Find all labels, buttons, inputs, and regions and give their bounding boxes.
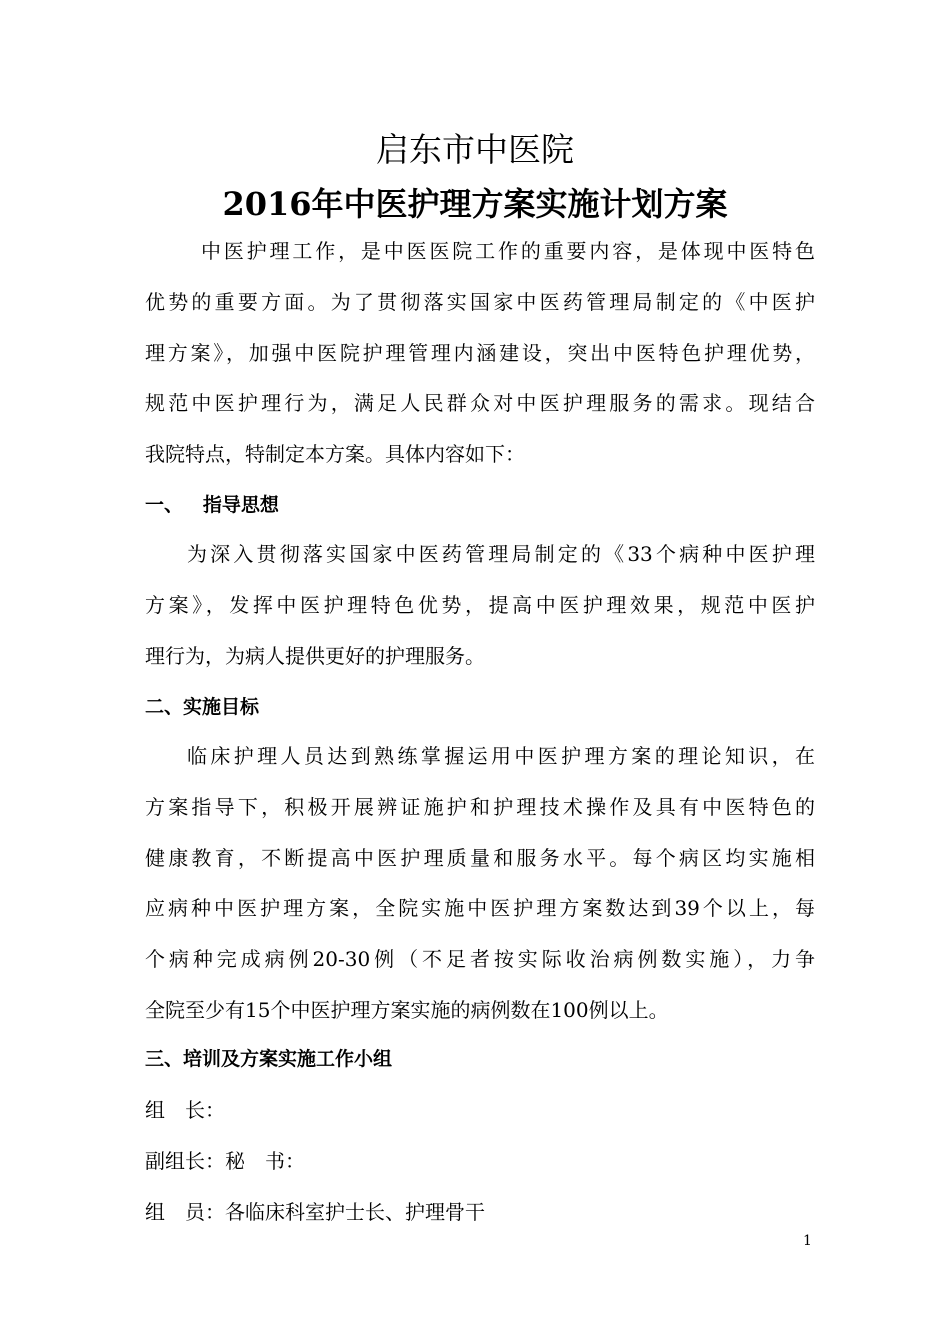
section2-line: 临床护理人员达到熟练掌握运用中医护理方案的理论知识，在 [187,744,815,768]
intro-line: 理方案》，加强中医院护理管理内涵建设，突出中医特色护理优势， [145,341,815,365]
section-heading: 一、 指导思想 [145,494,279,516]
page-number: 1 [803,1233,812,1249]
team-leader-line: 组 长： [145,1098,225,1122]
section2-line: 全院至少有15个中医护理方案实施的病例数在100例以上。 [145,998,669,1022]
section2-line: 应病种中医护理方案，全院实施中医护理方案数达到39个以上，每 [145,896,815,920]
section2-line: 方案指导下，积极开展辨证施护和护理技术操作及具有中医特色的 [145,795,815,819]
team-deputy-line: 副组长：秘 书： [145,1149,305,1173]
title-plan: 2016年中医护理方案实施计划方案 [222,185,728,223]
intro-line: 中医护理工作，是中医医院工作的重要内容，是体现中医特色 [201,239,815,263]
team-members-line: 组 员：各临床科室护士长、护理骨干 [145,1200,485,1224]
intro-line: 规范中医护理行为，满足人民群众对中医护理服务的需求。现结合 [145,391,815,415]
title-hospital: 启东市中医院 [376,130,574,169]
intro-line: 优势的重要方面。为了贯彻落实国家中医药管理局制定的《中医护 [145,290,815,314]
section2-line: 健康教育，不断提高中医护理质量和服务水平。每个病区均实施相 [145,846,815,870]
section-heading: 二、实施目标 [145,696,260,718]
section1-line: 理行为，为病人提供更好的护理服务。 [145,644,485,668]
section-heading: 三、培训及方案实施工作小组 [145,1048,393,1070]
section1-line: 方案》，发挥中医护理特色优势，提高中医护理效果，规范中医护 [145,593,815,617]
section1-line: 为深入贯彻落实国家中医药管理局制定的《33个病种中医护理 [187,542,815,566]
intro-line: 我院特点，特制定本方案。具体内容如下： [145,442,525,466]
section2-line: 个病种完成病例20-30例（不足者按实际收治病例数实施），力争 [145,947,815,971]
